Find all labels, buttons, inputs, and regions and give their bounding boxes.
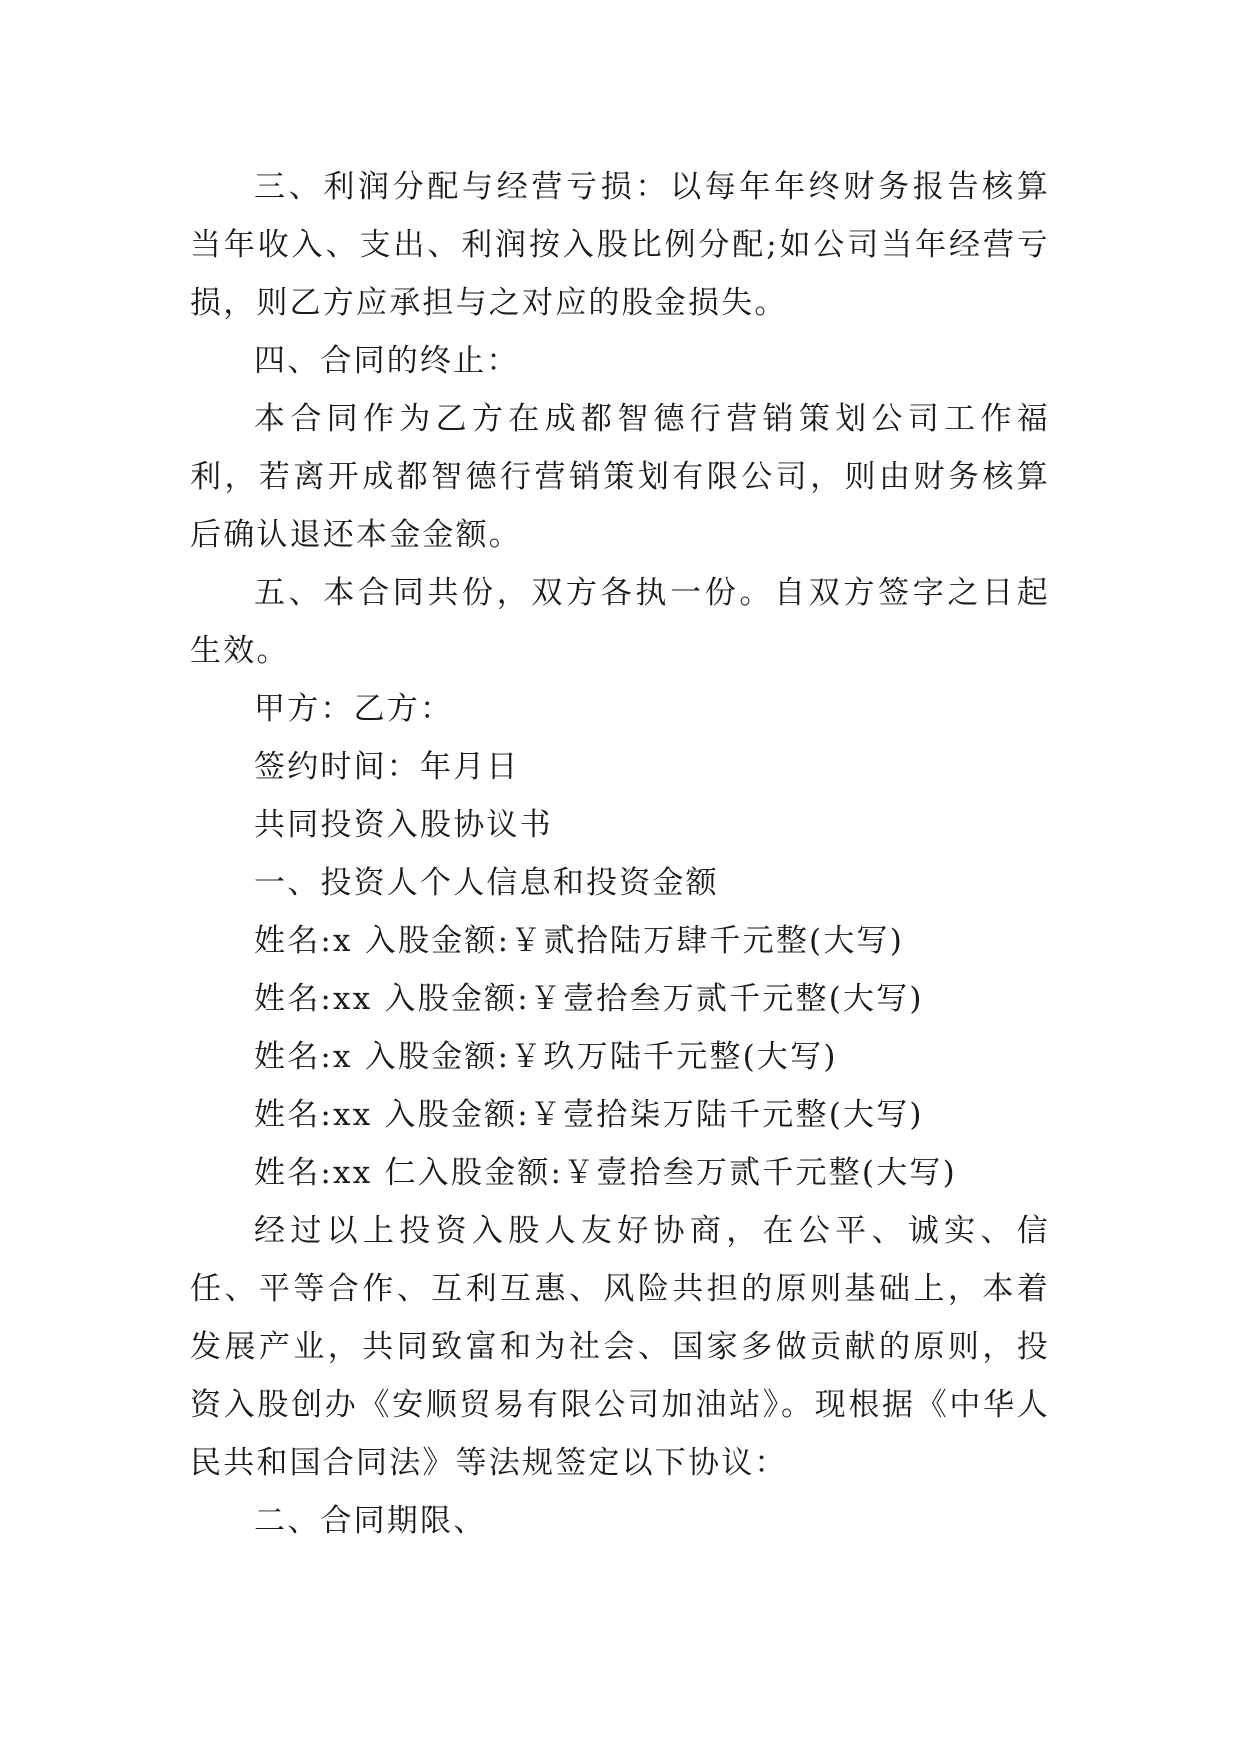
clause-copies: 五、本合同共份，双方各执一份。自双方签字之日起生效。 (190, 575, 1050, 669)
signature-parties: 甲方：乙方： (254, 691, 454, 727)
investor-row: 姓名:xx 入股金额:￥壹拾叁万贰千元整(大写) (254, 981, 924, 1017)
clause-termination-text: 本合同作为乙方在成都智德行营销策划公司工作福利，若离开成都智德行营销策划有限公司，则由财务核算后确认退还本金金额。 (190, 401, 1050, 553)
investor-row: 姓名:xx 入股金额:￥壹拾柒万陆千元整(大写) (254, 1097, 924, 1133)
signing-date: 签约时间：年月日 (254, 749, 520, 785)
section-term-heading: 二、合同期限、 (254, 1503, 487, 1539)
section-investor-info-heading: 一、投资人个人信息和投资金额 (254, 865, 719, 901)
clause-termination-heading: 四、合同的终止： (254, 343, 520, 379)
clause-profit-distribution: 三、利润分配与经营亏损：以每年年终财务报告核算当年收入、支出、利润按入股比例分配;如公司当年经营亏损，则乙方应承担与之对应的股金损失。 (190, 169, 1050, 321)
investor-row: 姓名:x 入股金额:￥玖万陆千元整(大写) (254, 1039, 838, 1075)
document-body (190, 158, 1050, 1550)
agreement-title: 共同投资入股协议书 (254, 807, 553, 843)
investor-row: 姓名:x 入股金额:￥贰拾陆万肆千元整(大写) (254, 923, 905, 959)
investor-row: 姓名:xx 仁入股金额:￥壹拾叁万贰千元整(大写) (254, 1155, 957, 1191)
agreement-preamble: 经过以上投资入股人友好协商，在公平、诚实、信任、平等合作、互利互惠、风险共担的原则基础上，本着发展产业，共同致富和为社会、国家多做贡献的原则，投资入股创办《安顺贸易有限公司加油站》。现根据《中华人民共和国合同法》等法规签定以下协议： (190, 1213, 1050, 1481)
